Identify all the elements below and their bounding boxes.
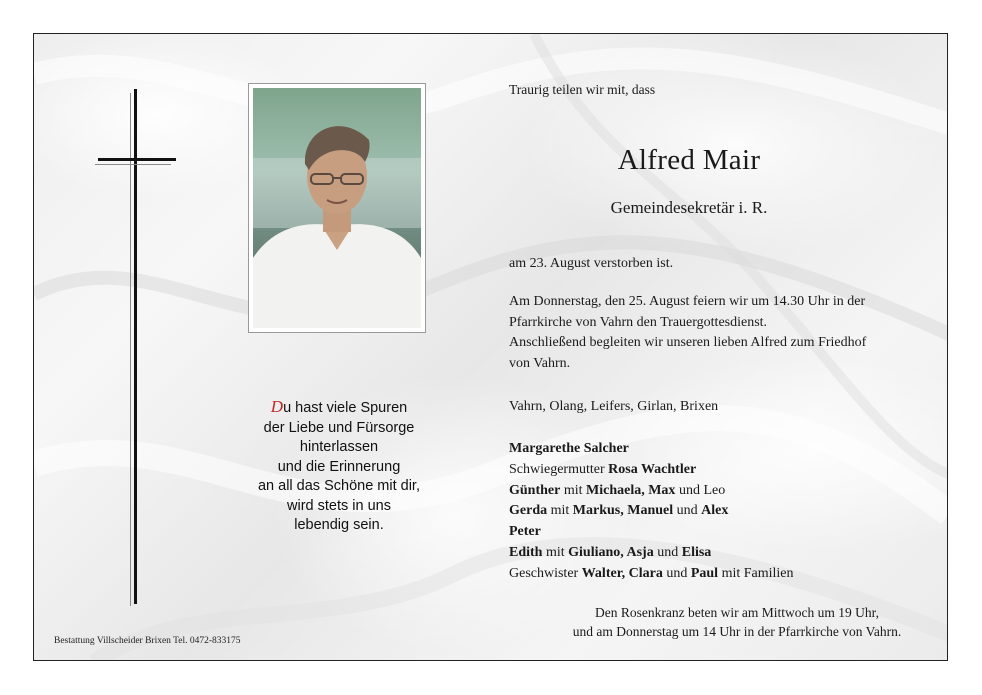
mourner-line: Margarethe Salcher [509,441,629,456]
poem-line: und die Erinnerung [277,458,401,475]
deceased-name: Alfred Mair [617,144,761,176]
poem-line: an all das Schöne mit dir, [257,478,420,494]
poem-line: der Liebe und Fürsorge [263,419,415,436]
memorial-poem [194,397,484,536]
cross-vertical-bar [134,89,137,604]
portrait-photo [253,88,421,328]
portrait-photo-frame [248,83,426,333]
mourner-line: Gerda mit Markus, Manuel und Alex [509,503,729,519]
obituary-card [33,33,948,661]
mourners-list [509,439,929,585]
poem-first-line [194,397,484,419]
poem-line: lebendig sein. [294,517,384,533]
service-line: Am Donnerstag, den 25. August feiern wir um 14.30 Uhr in der [509,294,866,309]
poem-line: hinterlassen [299,439,379,455]
poem-first-line-rest: u hast viele Spuren [283,400,408,416]
mourner-line: Günther mit Michaela, Max und Leo [509,482,726,498]
deceased-role: Gemeindesekretär i. R. [610,198,768,217]
cross-horizontal-bar [98,158,176,161]
service-line: Anschließend begleiten wir unseren lieben Alfred zum Friedhof [509,335,867,350]
man-portrait-icon [253,88,421,328]
places-line: Vahrn, Olang, Leifers, Girlan, Brixen [509,399,719,414]
rosary-line: und am Donnerstag um 14 Uhr in der Pfarrkirche von Vahrn. [572,624,902,639]
mourner-line: Edith mit Giuliano, Asja und Elisa [509,544,712,560]
service-info [509,292,929,374]
service-line: von Vahrn. [509,355,571,371]
rosary-info [517,603,948,641]
rosary-line: Den Rosenkranz beten wir am Mittwoch um 19 Uhr, [594,605,880,620]
funeral-home-footer: Bestattung Villscheider Brixen Tel. 0472-833175 [54,636,241,646]
poem-initial: D [270,397,284,416]
intro-line: Traurig teilen wir mit, dass [509,82,656,97]
poem-line: wird stets in uns [287,497,391,514]
mourner-line: Schwiegermutter Rosa Wachtler [509,461,697,477]
death-date-line: am 23. August verstorben ist. [509,256,674,271]
service-line: Pfarrkirche von Vahrn den Trauergottesdienst. [509,314,768,330]
mourner-line: Peter [509,524,541,540]
mourner-line: Geschwister Walter, Clara und Paul mit Familien [509,565,794,581]
